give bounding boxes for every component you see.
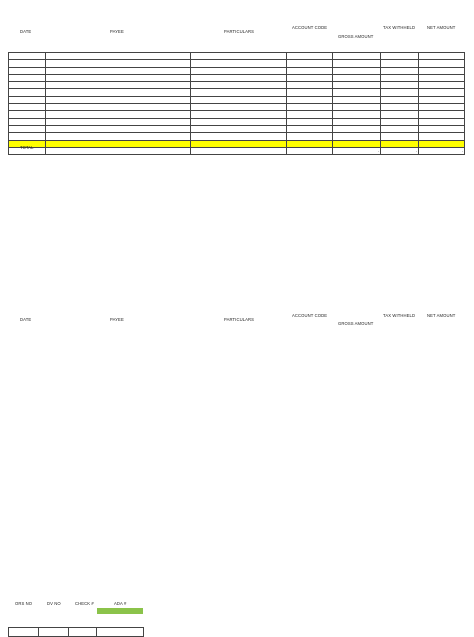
table-row — [9, 133, 465, 140]
check-no-cell[interactable] — [69, 628, 97, 637]
table-row — [9, 60, 465, 67]
total-values-row — [9, 147, 465, 154]
table-row — [9, 82, 465, 89]
highlighted-row — [9, 140, 465, 147]
table-row — [9, 89, 465, 96]
total-tax-withheld: - — [381, 147, 419, 154]
col-header-date: DATE — [20, 29, 32, 34]
table-row — [9, 628, 144, 637]
summary-table — [8, 627, 144, 637]
ors-no-label: ORS NO — [15, 601, 33, 606]
table-row — [9, 104, 465, 111]
col-header-payee: PAYEE — [110, 317, 124, 322]
col-header-particulars: PARTICULARS — [224, 317, 255, 322]
total-gross-amount: - — [333, 147, 381, 154]
total-net-amount: - — [419, 147, 465, 154]
col-header-particulars: PARTICULARS — [224, 29, 255, 34]
ada-no-cell[interactable] — [97, 628, 144, 637]
table-row — [9, 96, 465, 103]
col-header-date: DATE — [20, 317, 32, 322]
col-header-net-amount: NET AMOUNT — [427, 25, 456, 30]
table-row — [9, 118, 465, 125]
table-row — [9, 74, 465, 81]
total-label: TOTAL — [20, 145, 34, 150]
ada-highlight-cell[interactable] — [97, 608, 143, 614]
ledger-table — [8, 52, 465, 155]
table-row — [9, 125, 465, 132]
ada-no-label: ADA # — [114, 601, 127, 606]
col-header-account-code: ACCOUNT CODE — [292, 313, 328, 318]
table-row — [9, 53, 465, 60]
col-header-tax-withheld: TAX WITHHELD — [383, 25, 416, 30]
col-header-tax-withheld: TAX WITHHELD — [383, 313, 416, 318]
col-header-gross-amount: GROSS AMOUNT — [338, 34, 374, 39]
table-row — [9, 67, 465, 74]
dv-no-cell[interactable] — [39, 628, 69, 637]
dv-no-label: DV NO — [47, 601, 61, 606]
col-header-net-amount: NET AMOUNT — [427, 313, 456, 318]
col-header-gross-amount: GROSS AMOUNT — [338, 321, 374, 326]
ors-no-cell[interactable] — [9, 628, 39, 637]
col-header-account-code: ACCOUNT CODE — [292, 25, 328, 30]
table-row — [9, 111, 465, 118]
check-no-label: CHECK # — [75, 601, 94, 606]
col-header-payee: PAYEE — [110, 29, 124, 34]
